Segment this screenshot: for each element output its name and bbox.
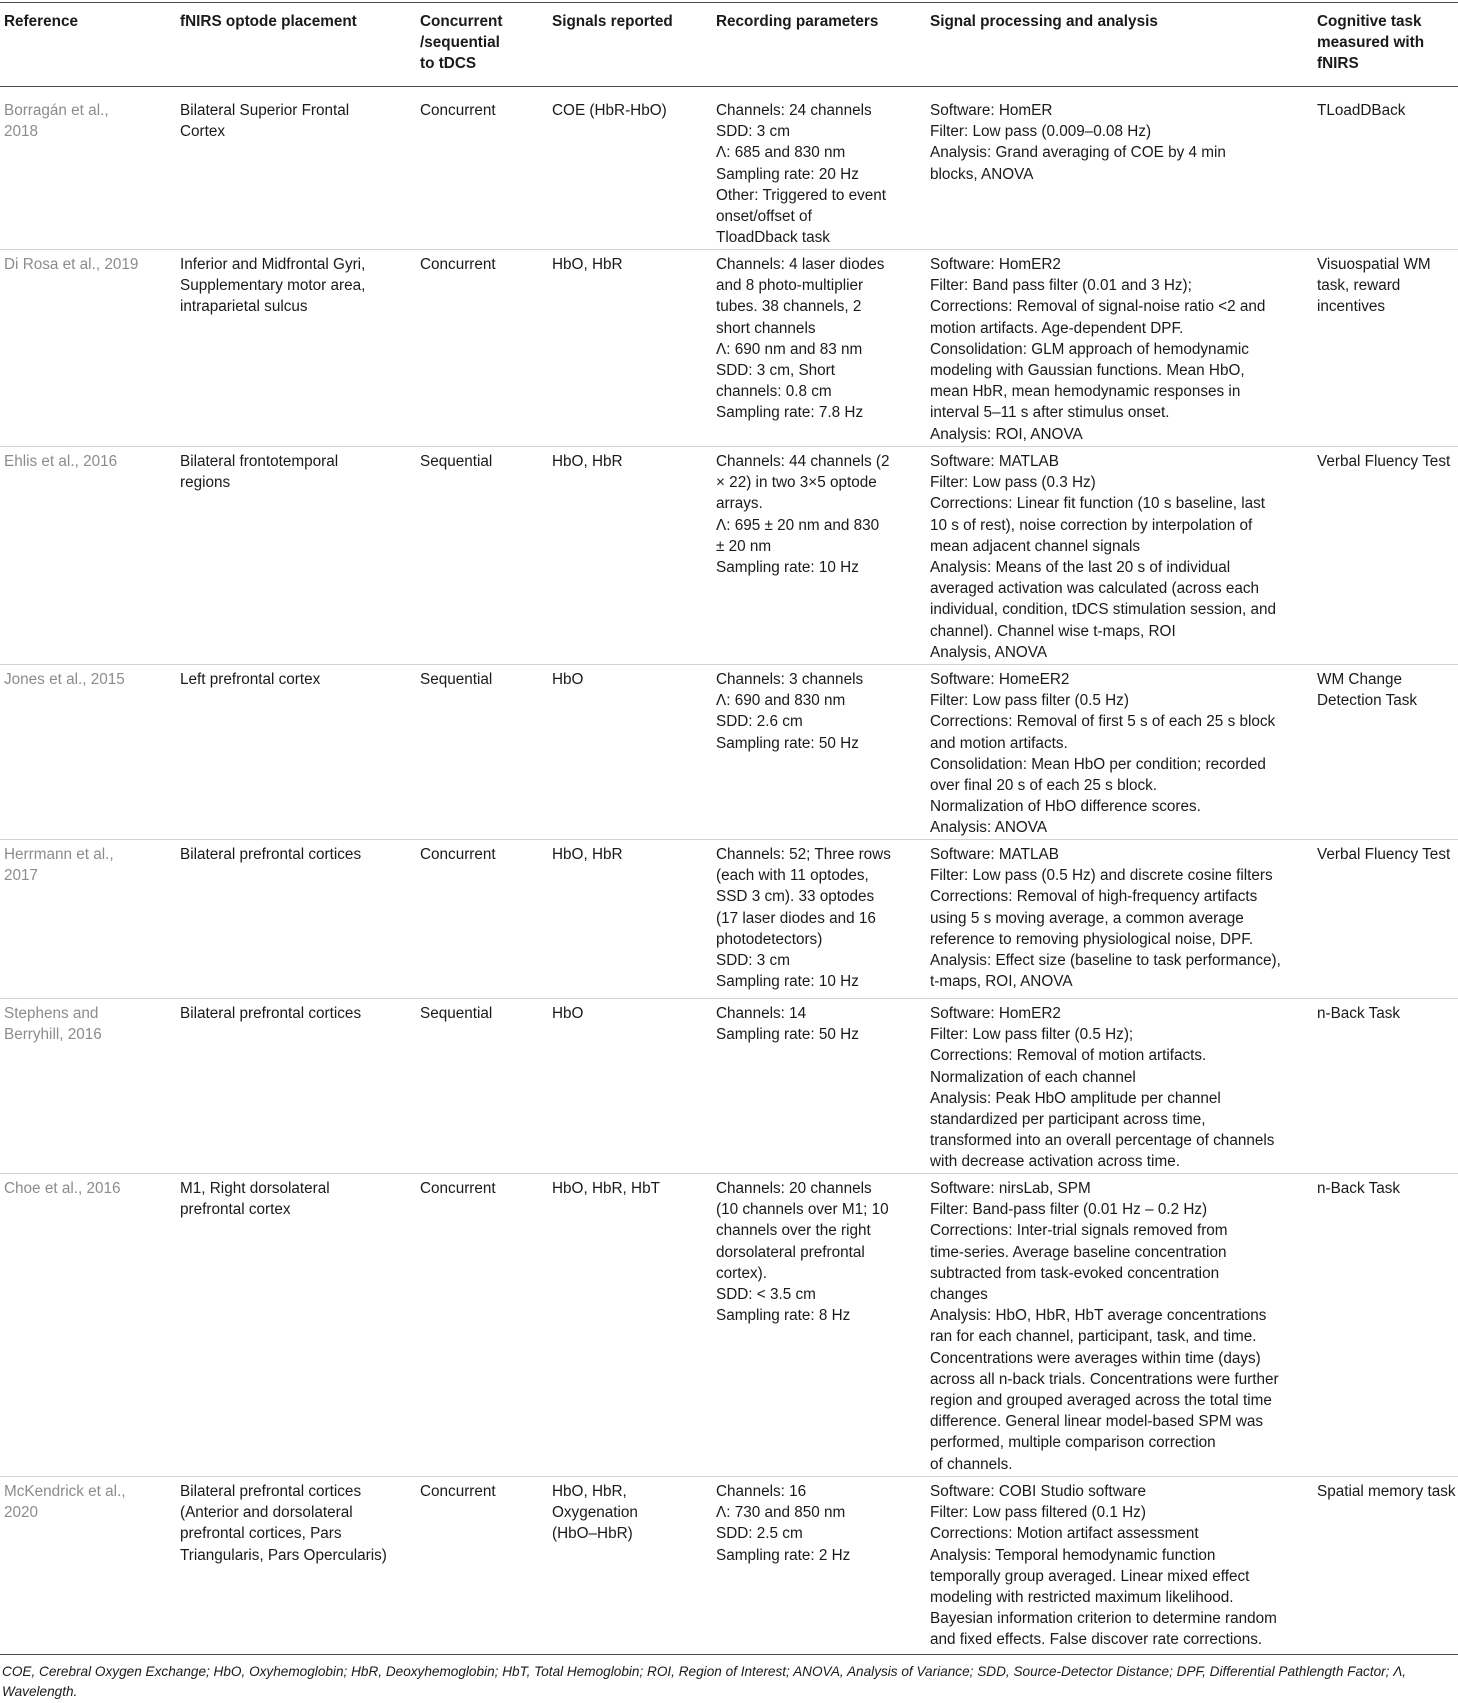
timing-cell: Sequential bbox=[420, 453, 493, 470]
placement-cell: Inferior and Midfrontal Gyri, Supplementary motor area, intraparietal sulcus bbox=[180, 256, 366, 316]
recording-cell: Channels: 24 channels SDD: 3 cm Λ: 685 and 830 nm Sampling rate: 20 Hz Other: Triggered to event onset/offset of TloadDback task bbox=[716, 102, 887, 247]
reference-cell: Jones et al., 2015 bbox=[4, 671, 125, 688]
signals-cell: HbO, HbR bbox=[552, 256, 623, 273]
signals-cell: HbO, HbR bbox=[552, 846, 623, 863]
header-concurrent-sequential: Concurrent /sequential to tDCS bbox=[420, 13, 503, 73]
timing-cell: Concurrent bbox=[420, 1483, 496, 1500]
processing-cell: Software: HomER2 Filter: Band pass filter (0.01 and 3 Hz); Corrections: Removal of signal-noise ratio <2 and motion artifacts. Age-dependent DPF. Consolidation: GLM approach of hemodynamic modeling with Gaussian functions. Mean HbO, mean HbR, mean hemodynamic responses in interval 5–11 s after stimulus onset. Analysis: ROI, ANOVA bbox=[930, 256, 1266, 443]
row-divider bbox=[0, 249, 1458, 250]
processing-cell: Software: HomeER2 Filter: Low pass filter (0.5 Hz) Corrections: Removal of first 5 s of each 25 s block and motion artifacts. Consolidation: Mean HbO per condition; recorded over final 20 s of each 25 s block. Normalization of HbO difference scores. Analysis: ANOVA bbox=[930, 671, 1276, 837]
signals-cell: HbO, HbR, Oxygenation (HbO–HbR) bbox=[552, 1483, 638, 1543]
header-cognitive-task: Cognitive task measured with fNIRS bbox=[1317, 13, 1425, 73]
reference-cell: McKendrick et al., 2020 bbox=[4, 1483, 126, 1522]
reference-cell: Ehlis et al., 2016 bbox=[4, 453, 118, 470]
table-top-rule bbox=[0, 2, 1458, 3]
processing-cell: Software: HomER2 Filter: Low pass filter (0.5 Hz); Corrections: Removal of motion artifacts. Normalization of each channel Analysis: Peak HbO amplitude per channel standardized per participant across time, transformed into an overall percentage of channels with decrease activation across time. bbox=[930, 1005, 1275, 1171]
recording-cell: Channels: 16 Λ: 730 and 850 nm SDD: 2.5 cm Sampling rate: 2 Hz bbox=[716, 1483, 851, 1564]
placement-cell: M1, Right dorsolateral prefrontal cortex bbox=[180, 1180, 330, 1219]
signals-cell: HbO, HbR, HbT bbox=[552, 1180, 660, 1197]
placement-cell: Bilateral prefrontal cortices bbox=[180, 1005, 362, 1022]
task-cell: Visuospatial WM task, reward incentives bbox=[1317, 256, 1431, 316]
task-cell: TLoadDBack bbox=[1317, 102, 1406, 119]
reference-cell: Borragán et al., 2018 bbox=[4, 102, 109, 141]
processing-cell: Software: HomER Filter: Low pass (0.009–0.08 Hz) Analysis: Grand averaging of COE by 4 min blocks, ANOVA bbox=[930, 102, 1226, 183]
recording-cell: Channels: 14 Sampling rate: 50 Hz bbox=[716, 1005, 859, 1044]
reference-cell: Herrmann et al., 2017 bbox=[4, 846, 114, 885]
reference-cell: Di Rosa et al., 2019 bbox=[4, 256, 139, 273]
reference-cell: Choe et al., 2016 bbox=[4, 1180, 121, 1197]
table-bottom-rule bbox=[0, 1654, 1458, 1655]
task-cell: n-Back Task bbox=[1317, 1180, 1401, 1197]
placement-cell: Bilateral Superior Frontal Cortex bbox=[180, 102, 350, 141]
header-optode-placement: fNIRS optode placement bbox=[180, 13, 357, 30]
processing-cell: Software: MATLAB Filter: Low pass (0.5 Hz) and discrete cosine filters Corrections: Removal of high-frequency artifacts using 5 s moving average, a common average reference to removing physiological noise, DPF. Analysis: Effect size (baseline to task performance), t-maps, ROI, ANOVA bbox=[930, 846, 1281, 991]
task-cell: n-Back Task bbox=[1317, 1005, 1401, 1022]
signals-cell: HbO, HbR bbox=[552, 453, 623, 470]
timing-cell: Concurrent bbox=[420, 102, 496, 119]
signals-cell: HbO bbox=[552, 1005, 584, 1022]
task-cell: Verbal Fluency Test bbox=[1317, 453, 1451, 470]
task-cell: WM Change Detection Task bbox=[1317, 671, 1418, 710]
header-signal-processing: Signal processing and analysis bbox=[930, 13, 1158, 30]
header-bottom-rule bbox=[0, 86, 1458, 87]
signals-cell: COE (HbR-HbO) bbox=[552, 102, 667, 119]
row-divider bbox=[0, 664, 1458, 665]
row-divider bbox=[0, 446, 1458, 447]
row-divider bbox=[0, 839, 1458, 840]
recording-cell: Channels: 3 channels Λ: 690 and 830 nm SDD: 2.6 cm Sampling rate: 50 Hz bbox=[716, 671, 864, 752]
processing-cell: Software: COBI Studio software Filter: Low pass filtered (0.1 Hz) Corrections: Motion artifact assessment Analysis: Temporal hemodynamic function temporally group averaged. Linear mixed effect modeling with restricted maximum likelihood. Bayesian information criterion to determine random and fixed effects. False discover rate corrections. bbox=[930, 1483, 1277, 1649]
recording-cell: Channels: 44 channels (2 × 22) in two 3×5 optode arrays. Λ: 695 ± 20 nm and 830 ± 20 nm Sampling rate: 10 Hz bbox=[716, 453, 890, 577]
processing-cell: Software: MATLAB Filter: Low pass (0.3 Hz) Corrections: Linear fit function (10 s baseline, last 10 s of rest), noise correction by interpolation of mean adjacent channel signals Analysis: Means of the last 20 s of individual averaged activation was calculated (across each individual, condition, tDCS stimulation session, and channel). Channel wise t-maps, ROI Analysis, ANOVA bbox=[930, 453, 1277, 661]
row-divider bbox=[0, 1173, 1458, 1174]
recording-cell: Channels: 20 channels (10 channels over M1; 10 channels over the right dorsolateral prefrontal cortex). SDD: < 3.5 cm Sampling rate: 8 Hz bbox=[716, 1180, 889, 1325]
signals-cell: HbO bbox=[552, 671, 584, 688]
timing-cell: Sequential bbox=[420, 1005, 493, 1022]
timing-cell: Concurrent bbox=[420, 256, 496, 273]
task-cell: Verbal Fluency Test bbox=[1317, 846, 1451, 863]
reference-cell: Stephens and Berryhill, 2016 bbox=[4, 1005, 102, 1044]
placement-cell: Bilateral frontotemporal regions bbox=[180, 453, 339, 492]
timing-cell: Concurrent bbox=[420, 1180, 496, 1197]
recording-cell: Channels: 52; Three rows (each with 11 optodes, SSD 3 cm). 33 optodes (17 laser diodes and 16 photodetectors) SDD: 3 cm Sampling rate: 10 Hz bbox=[716, 846, 891, 991]
row-divider bbox=[0, 1476, 1458, 1477]
header-recording-parameters: Recording parameters bbox=[716, 13, 879, 30]
processing-cell: Software: nirsLab, SPM Filter: Band-pass filter (0.01 Hz – 0.2 Hz) Corrections: Inter-trial signals removed from time-series. Average baseline concentration subtracted from task-evoked concentration changes Analysis: HbO, HbR, HbT average concentrations ran for each channel, participant, task, and time. Concentrations were averages within time (days) across all n-back trials. Concentrations were further region and grouped averaged across the total time difference. General linear model-based SPM was performed, multiple comparison correction of channels. bbox=[930, 1180, 1279, 1473]
recording-cell: Channels: 4 laser diodes and 8 photo-multiplier tubes. 38 channels, 2 short channels Λ: 690 nm and 83 nm SDD: 3 cm, Short channels: 0.8 cm Sampling rate: 7.8 Hz bbox=[716, 256, 885, 422]
placement-cell: Bilateral prefrontal cortices (Anterior and dorsolateral prefrontal cortices, Pars Triangularis, Pars Opercularis) bbox=[180, 1483, 387, 1564]
timing-cell: Concurrent bbox=[420, 846, 496, 863]
placement-cell: Bilateral prefrontal cortices bbox=[180, 846, 362, 863]
timing-cell: Sequential bbox=[420, 671, 493, 688]
task-cell: Spatial memory task bbox=[1317, 1483, 1456, 1500]
header-reference: Reference bbox=[4, 13, 78, 30]
header-signals-reported: Signals reported bbox=[552, 13, 673, 30]
table-footnote: COE, Cerebral Oxygen Exchange; HbO, Oxyhemoglobin; HbR, Deoxyhemoglobin; HbT, Total Hemoglobin; ROI, Region of Interest; ANOVA, Analysis of Variance; SDD, Source-Detector Distance; DPF, Differential Pathlength Factor; Λ, Wavelength. bbox=[2, 1664, 1407, 1699]
row-divider bbox=[0, 998, 1458, 999]
placement-cell: Left prefrontal cortex bbox=[180, 671, 321, 688]
